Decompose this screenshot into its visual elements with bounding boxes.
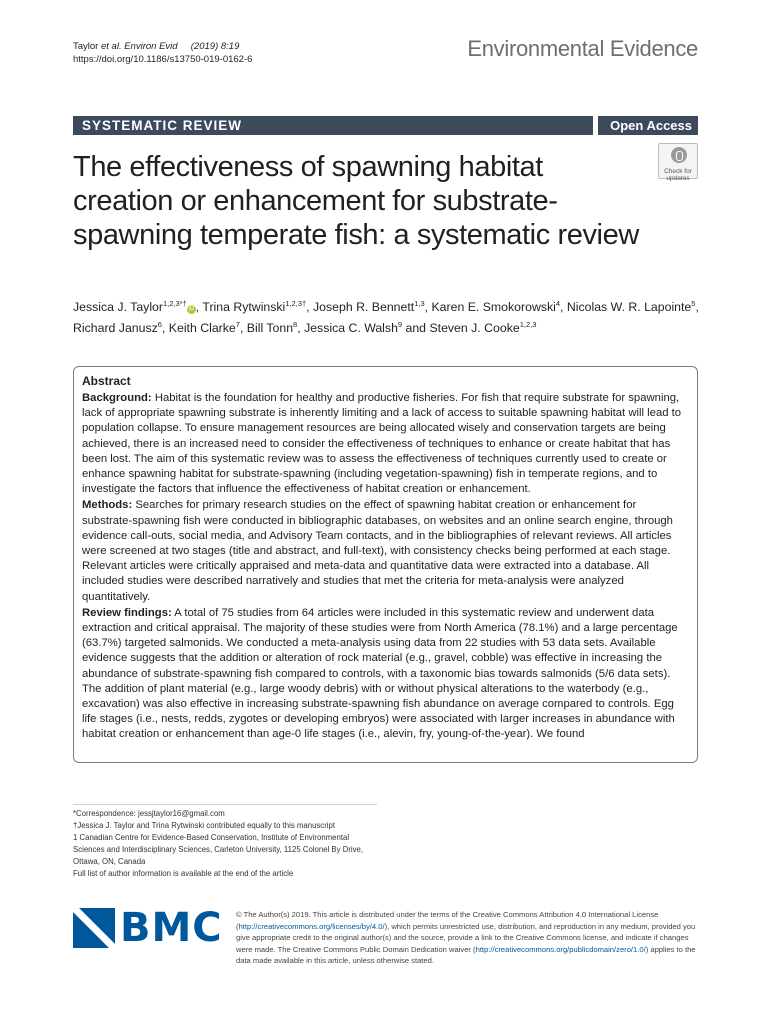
bmc-logo[interactable] [73, 905, 223, 952]
methods-label: Methods: [82, 499, 133, 512]
author-name[interactable]: Steven J. Cooke [429, 321, 520, 336]
abstract-box [73, 366, 698, 763]
article-type-banner [73, 116, 698, 135]
license-part3: ) applies to the data made available in this article, unless otherwise stated. [236, 944, 696, 965]
author-affiliation: 1,2,3 [519, 320, 537, 330]
header-author: Taylor [73, 41, 99, 52]
author-affiliation: 6 [157, 320, 162, 330]
equal-contribution-note: †Jessica J. Taylor and Trina Rytwinski contributed equally to this manuscript [73, 821, 336, 830]
authors-and: and [405, 321, 427, 336]
open-access-label: Open Access [598, 116, 698, 135]
correspondence: *Correspondence: jessjtaylor16@gmail.com [73, 809, 225, 818]
license-text [236, 909, 698, 967]
author-affiliation: 1,2,3† [285, 299, 307, 308]
author-affiliation: 5 [691, 299, 696, 308]
author-name[interactable]: Keith Clarke [168, 321, 236, 336]
article-type: SYSTEMATIC REVIEW [73, 116, 593, 135]
author-affiliation: 4 [555, 299, 561, 308]
author-name[interactable]: Richard Janusz [73, 321, 158, 336]
author-affiliation: 9 [397, 320, 403, 330]
abstract-heading: Abstract [82, 374, 131, 388]
header-year-volume: (2019) 8:19 [190, 41, 240, 52]
bookmark-icon [671, 147, 687, 163]
footnote-divider [73, 804, 377, 805]
author-affiliation: 7 [235, 320, 240, 330]
author-name[interactable]: Bill Tonn [246, 321, 294, 336]
author-name[interactable]: Jessica C. Walsh [304, 321, 398, 336]
cc-by-link[interactable]: http://creativecommons.org/licenses/by/4.0/ [238, 921, 385, 931]
article-title: The effectiveness of spawning habitat creation or enhancement for substrate-spawning temperate fish: a systematic review [73, 151, 639, 251]
license-part1: © The Author(s) 2019. This article is distributed under the terms of the Creative Commons Attribution 4.0 International License ( [236, 910, 659, 931]
bmc-logo-text: BMC [120, 905, 223, 951]
abstract-background [82, 391, 689, 497]
full-list-note: Full list of author information is available at the end of the article [73, 869, 294, 878]
background-text: Habitat is the foundation for healthy and productive fisheries. For fish that require substrate for spawning, lack of appropriate spawning substrate is inherently limiting and a lack of access to suitable spawning habitat will lead to population collapse. To ensure management resources are being allocated wisely and conservation targets are being achieved, there is an increased need to consider the effectiveness of techniques to enhance or create habitat that has been lost. The aim of this systematic review was to assess the effectiveness of techniques currently used to create or enhance spawning habitat for substrate-spawning (including vegetation-spawning) fish in temperate regions, and to investigate the factors that influence the effectiveness of habitat creation or enhancement. [82, 392, 682, 496]
journal-name: Environmental Evidence [467, 36, 698, 61]
orcid-icon[interactable]: iD [188, 306, 195, 313]
author-name[interactable]: Nicolas W. R. Lapointe [566, 300, 692, 315]
abstract-methods [82, 498, 689, 604]
abstract-body [82, 391, 689, 744]
author-affiliation: 1,3 [414, 299, 425, 308]
doi-link[interactable]: https://doi.org/10.1186/s13750-019-0162-6 [73, 54, 253, 65]
license-part2: ), which permits unrestricted use, distribution, and reproduction in any medium, provided you give appropriate credit to the original author(s) and the source, provide a link to the Creative Commons license, and indicate if changes were made. The Creative Commons Public Domain Dedication waiver ( [236, 921, 696, 954]
author-affiliation: 1,2,3*† [162, 299, 187, 308]
author-name[interactable]: Jessica J. Taylor [73, 300, 163, 315]
badge-line2: updates [666, 175, 690, 182]
author-name[interactable]: Trina Rytwinski [202, 300, 286, 315]
header-journal-abbrev: et al. Environ Evid [100, 41, 178, 52]
badge-line1: Check for [664, 168, 692, 175]
citation-header [73, 40, 252, 66]
author-list: Jessica J. Taylor$^{1,2,3*\dagger}$iD , Trina Rytwinski$^{1,2,3\dagger}$, Joseph R. Bennett$^{1,3}$, Karen E. Smokorowski$^4$, Nicolas W. R. Lapointe$^5$, Richard Janusz$^6$, Keith Clarke$^7$, Bill Tonn$^8$, Jessica C. Walsh$^9$ and Steven J. Cooke$^{1,2,3}$ [73, 299, 699, 336]
methods-text: Searches for primary research studies on the effect of spawning habitat creation or enhancement for substrate-spawning fish were conducted in bibliographic databases, on websites and an online search engine, through evidence call-outs, social media, and Advisory Team contacts, and in the bibliographies of relevant reviews. All articles were screened at two stages (title and abstract, and full-text), with consistency checks being performed at each stage. Relevant articles were critically appraised and meta-data and quantitative data were extracted into a database. All included studies were described narratively and studies that met the criteria for meta-analysis were analyzed quantitatively. [82, 499, 673, 603]
affiliation-1: 1 Canadian Centre for Evidence-Based Conservation, Institute of Environmental Sciences and Interdisciplinary Sciences, Carleton University, 1125 Colonel By Drive, Ottawa, ON, Canada [73, 833, 364, 866]
check-for-updates-badge[interactable] [658, 143, 698, 182]
author-affiliation: 8 [293, 320, 298, 330]
cc0-link[interactable]: http://creativecommons.org/publicdomain/zero/1.0/ [475, 944, 646, 954]
bmc-triangle-icon [73, 908, 117, 952]
footnotes [73, 808, 373, 880]
author-name[interactable]: Karen E. Smokorowski [431, 300, 556, 315]
findings-label: Review findings: [82, 606, 172, 619]
abstract-findings [82, 606, 689, 743]
background-label: Background: [82, 392, 152, 404]
findings-text: A total of 75 studies from 64 articles were included in this systematic review and underwent data extraction and critical appraisal. The majority of these studies were from North America (78.1%) and a large percentage (63.7%) targeted salmonids. We conducted a meta-analysis using data from 22 studies with 53 data sets. Available evidence suggests that the addition or alteration of rock material (e.g., gravel, cobble) was effective in increasing the abundance of substrate-spawning fish compared to controls, with a taxonomic bias towards salmonids (5/6 data sets). The addition of plant material (e.g., large woody debris) with or without physical alterations to the waterbody (e.g., excavation) was also effective in increasing substrate-spawning fish abundance on average compared to controls. Egg life stages (i.e., nests, redds, zygotes or developing embryos) were associated with larger increases in abundance with habitat creation or enhancement than age-0 life stages (i.e., alevin, fry, young-of-the-year). We found [82, 606, 678, 741]
author-name[interactable]: Joseph R. Bennett [313, 300, 415, 315]
